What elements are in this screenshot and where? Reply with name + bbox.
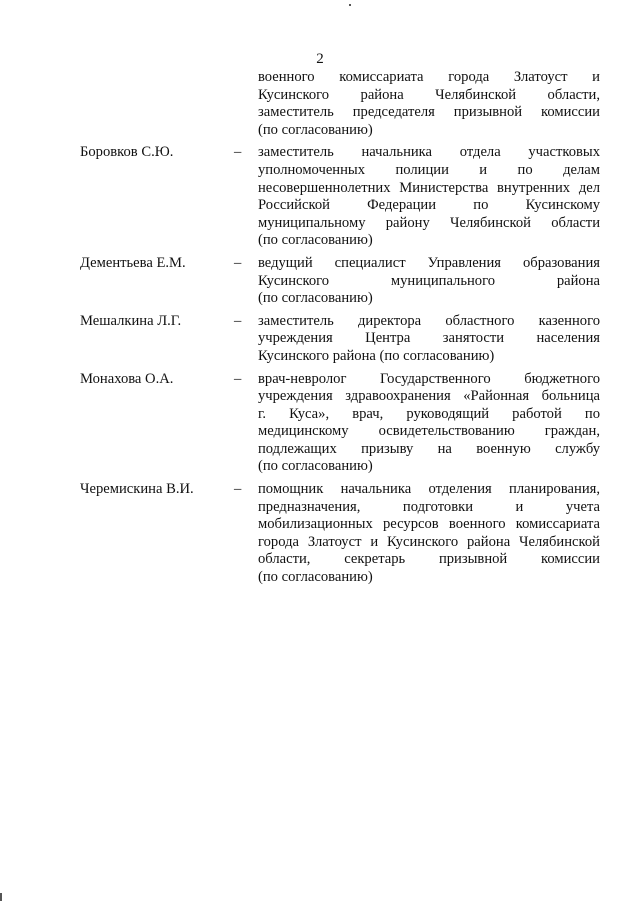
member-name: Дементьева Е.М. <box>80 254 186 271</box>
description-line: заместитель начальника отдела участковых <box>258 144 600 161</box>
dash-separator: – <box>234 312 242 329</box>
commission-members-list <box>0 69 640 592</box>
description-line: медицинскому освидетельствованию граждан, <box>258 423 600 440</box>
description-line: несовершеннолетних Министерства внутренних дел <box>258 179 600 196</box>
description-line: (по согласованию) <box>258 458 373 475</box>
member-description <box>258 371 600 477</box>
description-line: Кусинского муниципального района <box>258 272 600 289</box>
description-line: мобилизационных ресурсов военного комиссариата <box>258 516 600 533</box>
member-name: Монахова О.А. <box>80 370 174 387</box>
dash-separator: – <box>234 481 242 498</box>
dash-separator: – <box>234 144 242 161</box>
description-line: помощник начальника отделения планирования, <box>258 481 600 498</box>
member-description <box>258 69 600 139</box>
list-item <box>0 255 640 308</box>
description-line: заместитель председателя призывной комиссии <box>258 104 600 121</box>
member-description <box>258 481 600 587</box>
description-line: области, секретарь призывной комиссии <box>258 551 600 568</box>
scan-dot-top <box>349 4 351 6</box>
member-name: Боровков С.Ю. <box>80 144 174 161</box>
description-line: (по согласованию) <box>258 290 373 307</box>
description-line: подлежащих призыву на военную службу <box>258 440 600 457</box>
member-description <box>258 255 600 308</box>
description-line: (по согласованию) <box>258 232 373 249</box>
dash-separator: – <box>234 254 242 271</box>
scan-dot-bottom-left <box>0 893 2 901</box>
description-line: заместитель директора областного казенного <box>258 312 600 329</box>
page-number: 2 <box>316 51 324 67</box>
description-line: (по согласованию) <box>258 121 373 138</box>
list-item <box>0 69 640 139</box>
description-line: (по согласованию) <box>258 569 373 586</box>
description-line: Кусинского района Челябинской области, <box>258 86 600 103</box>
description-line: ведущий специалист Управления образования <box>258 254 600 271</box>
list-item <box>0 144 640 250</box>
description-line: муниципальному району Челябинской области <box>258 214 600 231</box>
description-line: Российской Федерации по Кусинскому <box>258 197 600 214</box>
description-line: города Златоуст и Кусинского района Челябинской <box>258 533 600 550</box>
member-name: Мешалкина Л.Г. <box>80 312 182 329</box>
description-line: уполномоченных полиции и по делам <box>258 161 600 178</box>
list-item <box>0 481 640 587</box>
description-line: врач-невролог Государственного бюджетного <box>258 370 600 387</box>
description-line: предназначения, подготовки и учета <box>258 498 600 515</box>
description-line: учреждения здравоохранения «Районная больница <box>258 388 600 405</box>
list-item <box>0 313 640 366</box>
description-line: Кусинского района (по согласованию) <box>258 347 495 364</box>
description-line: г. Куса», врач, руководящий работой по <box>258 405 600 422</box>
description-line: военного комиссариата города Златоуст и <box>258 69 600 85</box>
dash-separator: – <box>234 370 242 387</box>
member-description <box>258 313 600 366</box>
description-line: учреждения Центра занятости населения <box>258 330 600 347</box>
member-name: Черемискина В.И. <box>80 481 194 498</box>
list-item <box>0 371 640 477</box>
member-description <box>258 144 600 250</box>
